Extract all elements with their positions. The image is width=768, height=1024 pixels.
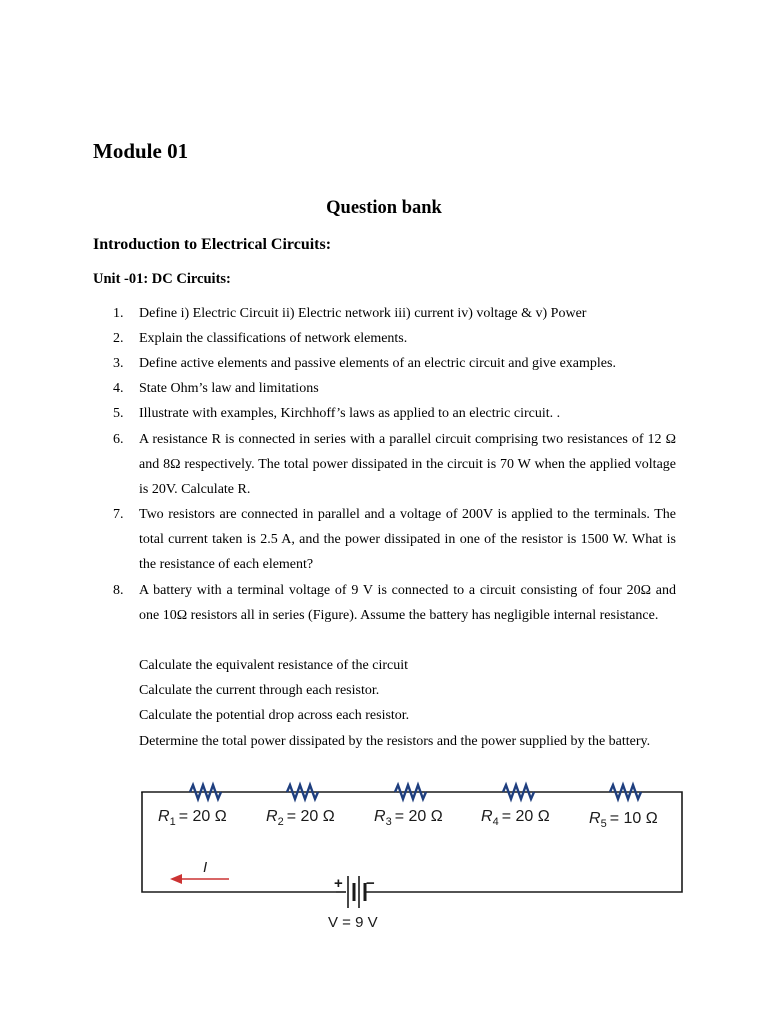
question-number: 2. [113,331,124,346]
module-title: Module 01 [93,139,189,163]
resistor-label-r5: $R_5 = 10$ Ω [589,810,658,830]
question-text: Explain the classifications of network elements. [139,331,408,346]
sub-item-text: Calculate the potential drop across each resistor. [139,708,410,723]
resistor-label-r1: $R_1 = 20$ Ω [158,808,227,828]
list-item [113,401,679,426]
resistor-r3 [395,785,426,799]
list-item [113,427,676,502]
resistor-r2 [287,785,318,799]
question-number: 5. [113,406,124,421]
sub-item [139,729,676,754]
circuit-wire [142,792,682,892]
resistor-r5 [610,785,641,799]
current-arrow [170,874,229,884]
question-number: 7. [113,507,124,522]
question-text: A resistance R is connected in series with a parallel circuit comprising two resistances of 12 Ω and 8Ω respectively. The total power dissipated in the circuit is 70 W when the applied voltage is 20V. Calculate R. [139,432,676,497]
question-text: A battery with a terminal voltage of 9 V is connected to a circuit consisting of four 20Ω and one 10Ω resistors all in series (Figure). Assume the battery has negligible internal resistance. [139,583,676,623]
question-number: 6. [113,432,124,447]
sub-item-text: Determine the total power dissipated by the resistors and the power supplied by the battery. [139,734,651,749]
list-item [113,326,679,351]
sub-item-text: Calculate the equivalent resistance of the circuit [139,658,408,673]
question-text: Illustrate with examples, Kirchhoff’s laws as applied to an electric circuit. . [139,406,561,421]
sub-item [139,653,676,678]
resistor-label-r4: $R_4 = 20$ Ω [481,808,550,828]
question-number: 4. [113,381,124,396]
battery-label: V = 9 V [328,914,378,931]
sub-item [139,703,676,728]
question-number: 1. [113,306,124,321]
unit-title: Unit -01: DC Circuits: [93,271,231,287]
sub-item-text: Calculate the current through each resistor. [139,683,380,698]
question-text: Define active elements and passive elements of an electric circuit and give examples. [139,356,616,371]
resistor-label-r2: $R_2 = 20$ Ω [266,808,335,828]
battery-minus: − [366,875,375,892]
sub-item [139,678,676,703]
list-item [113,502,676,577]
circuit-diagram [138,780,688,935]
list-item [113,351,679,376]
question-number: 3. [113,356,124,371]
list-item [113,578,676,628]
list-item [113,301,679,326]
resistor-r1 [190,785,221,799]
question-text: Define i) Electric Circuit ii) Electric network iii) current iv) voltage & v) Power [139,306,587,321]
resistor-r4 [503,785,534,799]
battery-plus: + [334,875,343,892]
question-bank-title: Question bank [326,198,442,218]
current-label: I [203,859,208,876]
question-text: State Ohm’s law and limitations [139,381,319,396]
question-text: Two resistors are connected in parallel and a voltage of 200V is applied to the terminals. The total current taken is 2.5 A, and the power dissipated in one of the resistor is 1500 W. What is the resistance of each element? [139,507,676,572]
list-item [113,376,679,401]
resistor-label-r3: $R_3 = 20$ Ω [374,808,443,828]
question-number: 8. [113,583,124,598]
section-title: Introduction to Electrical Circuits: [93,236,332,253]
